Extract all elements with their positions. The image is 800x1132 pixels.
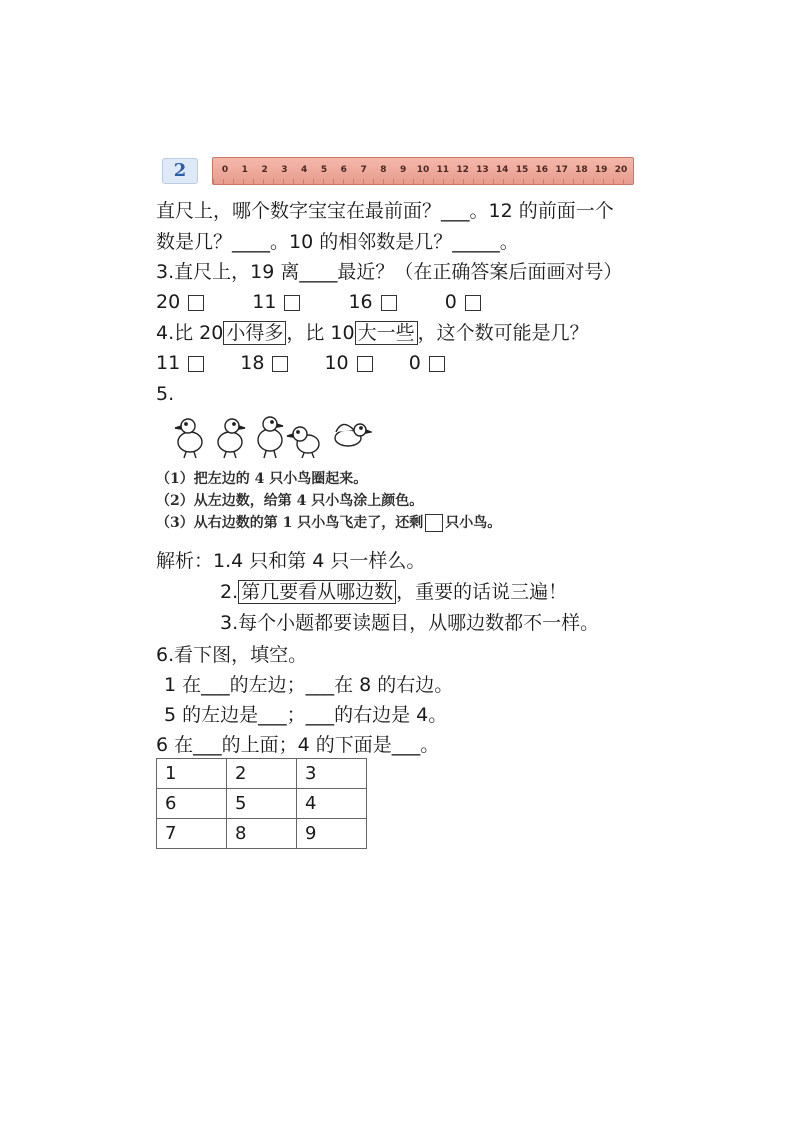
q4-option: 10 bbox=[324, 352, 372, 374]
q3-option: 11 bbox=[252, 291, 300, 313]
checkbox[interactable] bbox=[429, 356, 445, 372]
q4-option: 0 bbox=[409, 352, 445, 374]
lesson-number-badge: 2 bbox=[162, 158, 198, 184]
grid-row bbox=[157, 819, 367, 849]
q5-task-2: （2）从左边数，给第 4 只小鸟涂上颜色。 bbox=[156, 493, 424, 509]
q5-task-3-prefix: （3）从右边数的第 1 只小鸟飞走了，还剩 bbox=[156, 515, 424, 531]
checkbox[interactable] bbox=[188, 356, 204, 372]
ruler-tick-label: 18 bbox=[575, 165, 588, 175]
checkbox[interactable] bbox=[188, 295, 204, 311]
grid-row bbox=[157, 789, 367, 819]
q6-line-1: 1 在___的左边；___在 8 的右边。 bbox=[164, 674, 454, 696]
grid-cell: 5 bbox=[227, 789, 297, 819]
q4-options bbox=[156, 350, 445, 376]
q1-line-2: 数是几？____。10 的相邻数是几？_____。 bbox=[156, 231, 519, 253]
q4-text bbox=[156, 320, 589, 346]
ruler-tick-label: 19 bbox=[594, 165, 608, 175]
ruler-tick-label: 17 bbox=[555, 165, 568, 175]
analysis-line-2 bbox=[220, 579, 567, 605]
birds-illustration bbox=[172, 412, 372, 460]
ruler-tick-label: 1 bbox=[241, 165, 248, 175]
answer-box[interactable] bbox=[425, 514, 443, 532]
checkbox[interactable] bbox=[272, 356, 288, 372]
ruler-tick-label: 20 bbox=[614, 165, 628, 175]
grid-cell: 3 bbox=[297, 759, 367, 789]
q4-middle: ，比 10 bbox=[286, 322, 355, 344]
ruler-tick-label: 9 bbox=[400, 165, 407, 175]
grid-cell: 2 bbox=[227, 759, 297, 789]
grid-cell: 8 bbox=[227, 819, 297, 849]
bird-icon bbox=[258, 417, 283, 458]
q1-line-1: 直尺上，哪个数字宝宝在最前面？___。12 的前面一个 bbox=[156, 200, 614, 222]
checkbox[interactable] bbox=[284, 295, 300, 311]
ruler-tick-label: 6 bbox=[340, 165, 347, 175]
q3-option: 20 bbox=[156, 291, 204, 313]
number-grid bbox=[156, 758, 367, 849]
bird-icon bbox=[287, 427, 319, 458]
q3-option: 0 bbox=[445, 291, 481, 313]
q5-task-3-suffix: 只小鸟。 bbox=[445, 515, 502, 531]
q6-line-3: 6 在___的上面；4 的下面是___。 bbox=[156, 734, 440, 756]
grid-cell: 9 bbox=[297, 819, 367, 849]
ruler-hatch-marks bbox=[213, 179, 633, 184]
q4-option: 18 bbox=[240, 352, 288, 374]
q4-boxed-phrase-2: 大一些 bbox=[355, 321, 418, 345]
q3-text: 3.直尺上，19 离____最近？（在正确答案后面画对号） bbox=[156, 261, 623, 283]
q4-boxed-phrase-1: 小得多 bbox=[223, 321, 286, 345]
ruler-tick-label: 10 bbox=[416, 165, 430, 175]
analysis-line-2-prefix: 2. bbox=[220, 581, 239, 603]
grid-cell: 1 bbox=[157, 759, 227, 789]
ruler-tick-label: 12 bbox=[456, 165, 469, 175]
q6-title: 6.看下图，填空。 bbox=[156, 644, 308, 666]
bird-icon bbox=[335, 424, 371, 446]
grid-cell: 7 bbox=[157, 819, 227, 849]
grid-cell: 6 bbox=[157, 789, 227, 819]
ruler-tick-label: 5 bbox=[320, 165, 328, 175]
q5-task-1: （1）把左边的 4 只小鸟圈起来。 bbox=[156, 471, 368, 487]
analysis-boxed-phrase: 第几要看从哪边数 bbox=[238, 580, 396, 604]
ruler-tick-label: 15 bbox=[515, 165, 529, 175]
ruler-tick-label: 16 bbox=[535, 165, 549, 175]
analysis-line-1: 解析：1.4 只和第 4 只一样么。 bbox=[156, 550, 426, 572]
q3-options bbox=[156, 289, 481, 315]
analysis-line-3: 3.每个小题都要读题目，从哪边数都不一样。 bbox=[220, 612, 600, 634]
ruler-tick-label: 13 bbox=[476, 165, 489, 175]
analysis-line-2-suffix: ，重要的话说三遍！ bbox=[396, 581, 568, 603]
q4-prefix: 4.比 20 bbox=[156, 322, 224, 344]
grid-cell: 4 bbox=[297, 789, 367, 819]
checkbox[interactable] bbox=[357, 356, 373, 372]
checkbox[interactable] bbox=[465, 295, 481, 311]
ruler-tick-label: 8 bbox=[380, 165, 387, 175]
ruler-tick-label: 11 bbox=[436, 165, 450, 175]
checkbox[interactable] bbox=[381, 295, 397, 311]
ruler-tick-label: 7 bbox=[360, 165, 367, 175]
q4-option: 11 bbox=[156, 352, 204, 374]
ruler-tick-label: 4 bbox=[301, 165, 308, 175]
bird-icon bbox=[218, 419, 245, 458]
ruler-image bbox=[212, 157, 634, 185]
q4-suffix: ，这个数可能是几？ bbox=[417, 322, 589, 344]
ruler-tick-label: 14 bbox=[495, 165, 509, 175]
q5-task-3 bbox=[156, 512, 501, 532]
q6-line-2: 5 的左边是___；___的右边是 4。 bbox=[164, 704, 448, 726]
ruler-tick-label: 0 bbox=[221, 165, 229, 175]
q5-label: 5. bbox=[156, 383, 175, 405]
grid-row bbox=[157, 759, 367, 789]
bird-icon bbox=[175, 419, 202, 458]
ruler-tick-label: 3 bbox=[281, 165, 288, 175]
ruler-tick-label: 2 bbox=[261, 165, 268, 175]
q3-option: 16 bbox=[348, 291, 396, 313]
